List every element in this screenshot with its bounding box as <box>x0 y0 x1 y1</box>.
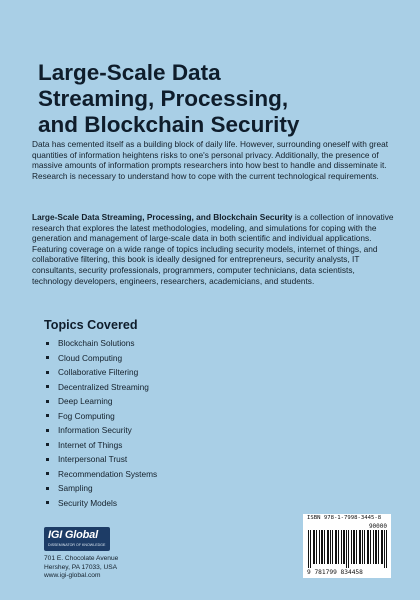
bullet-icon <box>46 429 49 432</box>
topic-item <box>46 467 157 482</box>
topic-label: Internet of Things <box>58 439 123 450</box>
bullet-icon <box>46 414 49 417</box>
topic-item <box>46 336 157 351</box>
topic-label: Security Models <box>58 497 118 508</box>
publisher-address <box>44 555 118 581</box>
topic-item <box>46 365 157 380</box>
topic-item <box>46 423 157 438</box>
publisher-tagline: DISSEMINATOR OF KNOWLEDGE <box>48 543 106 547</box>
title-line: Streaming, Processing, <box>38 86 289 111</box>
bullet-icon <box>46 385 49 388</box>
description-paragraph <box>32 212 396 286</box>
publisher-name: IGI Global <box>48 529 98 541</box>
price-code: 90000 <box>368 523 387 530</box>
bullet-icon <box>46 356 49 359</box>
address-line: 701 E. Chocolate Avenue <box>44 555 119 562</box>
topic-label: Blockchain Solutions <box>58 338 135 348</box>
topic-label: Deep Learning <box>58 396 113 406</box>
topic-label: Decentralized Streaming <box>58 381 149 392</box>
topic-item <box>46 481 157 496</box>
topic-item <box>46 394 157 409</box>
publisher-logo <box>44 527 110 551</box>
ean-barcode-icon <box>307 530 387 568</box>
topic-label: Fog Computing <box>58 410 115 421</box>
topic-label: Information Security <box>58 425 132 435</box>
ean-number: 9 781799 834458 <box>307 569 363 576</box>
address-line: Hershey, PA 17033, USA <box>44 563 118 571</box>
title-line: Large-Scale Data <box>38 60 221 85</box>
topics-heading: Topics Covered <box>44 318 138 332</box>
topic-item <box>46 452 157 467</box>
topics-list <box>46 336 157 510</box>
topic-label: Sampling <box>58 483 93 493</box>
description-book-title: Large-Scale Data Streaming, Processing, and Blockchain Security <box>32 212 293 222</box>
book-title <box>38 60 388 138</box>
barcode <box>303 514 391 578</box>
isbn-text: ISBN 978-1-7998-3445-8 <box>307 515 382 521</box>
topic-item <box>46 496 157 511</box>
topic-item <box>46 380 157 395</box>
topic-label: Collaborative Filtering <box>58 367 139 377</box>
publisher-website: www.igi-global.com <box>44 572 101 580</box>
topic-item <box>46 351 157 366</box>
bullet-icon <box>46 443 49 446</box>
bullet-icon <box>46 400 49 403</box>
title-line: and Blockchain Security <box>38 112 300 137</box>
description-text: is a collection of innovative research that explores the latest methodologies, modeling, and simulations for coping with the generation and management of large-scale data in both scientific and individual applications. Featuring coverage on a wide range of topics including security models, internet of things, and collaborative filtering, this book is ideally designed for entrepreneurs, security analysts, IT consultants, security professionals, programmers, computer technicians, data scientists, technology developers, engineers, researchers, academicians, and students. <box>32 212 394 286</box>
topic-item <box>46 438 157 453</box>
bullet-icon <box>46 472 49 475</box>
topic-label: Interpersonal Trust <box>58 454 128 464</box>
bullet-icon <box>46 458 49 461</box>
bullet-icon <box>46 487 49 490</box>
bullet-icon <box>46 371 49 374</box>
intro-paragraph: Data has cemented itself as a building block of daily life. However, surrounding oneself with great quantities of information heightens risks to one's personal privacy. Additionally, the presence of massive amounts of information prompts researchers into how best to handle and disseminate it. Research is necessary to understand how to cope with the current technological requirements. <box>32 139 389 181</box>
topic-item <box>46 409 157 424</box>
topic-label: Recommendation Systems <box>58 468 158 479</box>
topic-label: Cloud Computing <box>58 352 123 363</box>
bullet-icon <box>46 342 49 345</box>
bullet-icon <box>46 501 49 504</box>
